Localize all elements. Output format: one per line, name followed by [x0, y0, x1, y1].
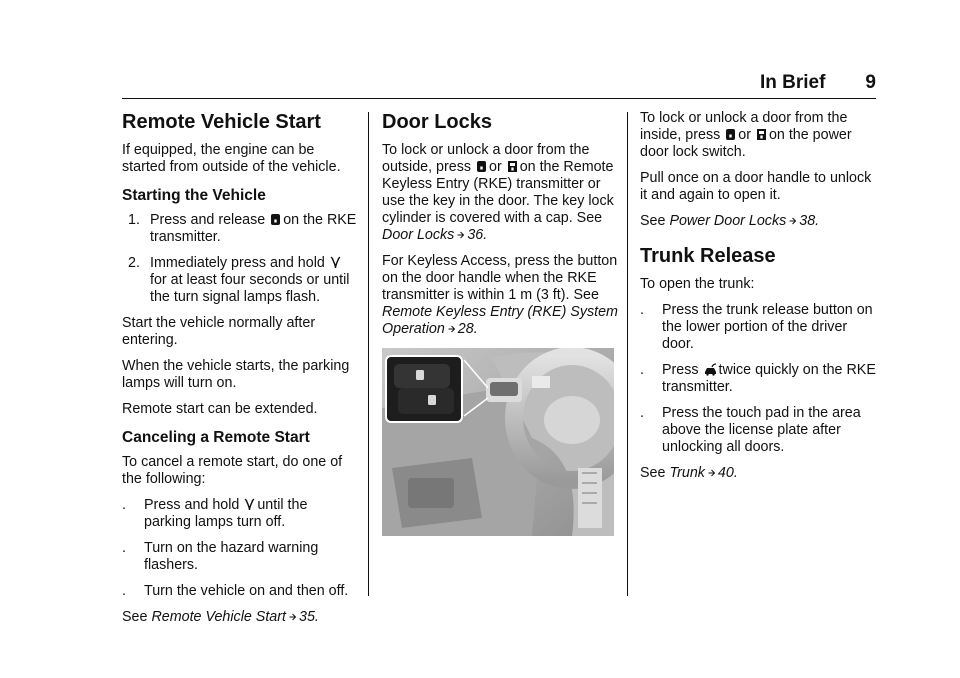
door-locks-paragraph-2: For Keyless Access, press the button on the door handle when the RKE transmitter is within 1 m (3 ft). See Remote Keyless Entry (RKE) System Operation 28.	[382, 253, 618, 337]
trunk-bullet-3: . Press the touch pad in the area above the license plate after unlocking all doors.	[640, 405, 861, 455]
ref-remote-vehicle-start[interactable]: Remote Vehicle Start	[151, 609, 286, 625]
column-divider-2	[627, 112, 628, 596]
page-ref-icon	[288, 612, 297, 622]
ref-rke-system-operation[interactable]: Remote Keyless Entry (RKE) System Operation	[382, 304, 618, 337]
canceling-bullets	[122, 497, 358, 600]
page-ref-icon	[788, 216, 797, 226]
page-ref-icon	[707, 468, 716, 478]
trunk-bullet-1: . Press the trunk release button on the lower portion of the driver door.	[640, 302, 873, 352]
starting-steps	[128, 212, 358, 306]
trunk-intro: To open the trunk:	[640, 276, 755, 292]
unlock-icon	[507, 160, 518, 173]
unlock-icon	[756, 128, 767, 141]
cancel-bullet-1: . Press and hold until the parking lamps turn off.	[122, 497, 308, 530]
remote-start-intro: If equipped, the engine can be started from outside of the vehicle.	[122, 142, 341, 175]
trunk-bullets	[640, 302, 876, 456]
remote-start-icon	[330, 256, 341, 269]
door-lock-switch-illustration	[382, 348, 614, 536]
cancel-bullet-2: . Turn on the hazard warning flashers.	[122, 540, 319, 573]
parking-lamps-text: When the vehicle starts, the parking lamps will turn on.	[122, 358, 350, 391]
see-remote-start: See Remote Vehicle Start 35.	[122, 609, 319, 625]
step-2: 2. Immediately press and hold for at least four seconds or until the turn signal lamps flash.	[128, 255, 350, 305]
column-remote-start	[122, 110, 358, 635]
header-rule	[122, 98, 876, 99]
trunk-icon	[704, 363, 717, 376]
ref-trunk[interactable]: Trunk	[669, 465, 705, 481]
subheading-starting: Starting the Vehicle	[122, 187, 266, 204]
step-2-number: 2.	[128, 255, 140, 271]
column-door-locks	[382, 110, 618, 536]
inside-lock-paragraph: To lock or unlock a door from the inside, press or on the power door lock switch.	[640, 110, 852, 160]
section-title-remote-start: Remote Vehicle Start	[122, 111, 321, 133]
step-1-number: 1.	[128, 212, 140, 228]
door-handle-paragraph: Pull once on a door handle to unlock it and again to open it.	[640, 170, 872, 203]
subheading-canceling: Canceling a Remote Start	[122, 429, 310, 446]
ref-power-door-locks[interactable]: Power Door Locks	[669, 213, 787, 229]
lock-icon	[725, 128, 736, 141]
lock-icon	[476, 160, 487, 173]
column-inside-locks-trunk	[640, 110, 876, 491]
remote-start-icon	[244, 498, 255, 511]
running-header	[760, 72, 876, 96]
lock-icon	[270, 213, 281, 226]
start-normally-text: Start the vehicle normally after entering.	[122, 315, 316, 348]
step-1: 1. Press and release on the RKE transmitter.	[128, 212, 357, 245]
extend-text: Remote start can be extended.	[122, 401, 318, 417]
section-title-door-locks: Door Locks	[382, 111, 493, 133]
canceling-intro: To cancel a remote start, do one of the following:	[122, 454, 343, 487]
door-locks-paragraph-1: To lock or unlock a door from the outside, press or on the Remote Keyless Entry (RKE) transmitter or use the key in the door. The key lock cylinder is covered with a cap. See Door Locks 36.	[382, 142, 614, 243]
cancel-bullet-3: . Turn the vehicle on and then off.	[122, 583, 349, 599]
section-title-trunk-release: Trunk Release	[640, 245, 776, 267]
page-ref-icon	[456, 230, 465, 240]
see-power-door-locks: See Power Door Locks 38.	[640, 213, 820, 229]
see-trunk: See Trunk 40.	[640, 465, 738, 481]
trunk-bullet-2: . Press twice quickly on the RKE transmitter.	[640, 362, 876, 395]
page-ref-icon	[447, 324, 456, 334]
page-number: 9	[865, 72, 876, 93]
header-title: In Brief	[760, 72, 826, 93]
ref-door-locks[interactable]: Door Locks	[382, 227, 455, 243]
column-divider-1	[368, 112, 369, 596]
